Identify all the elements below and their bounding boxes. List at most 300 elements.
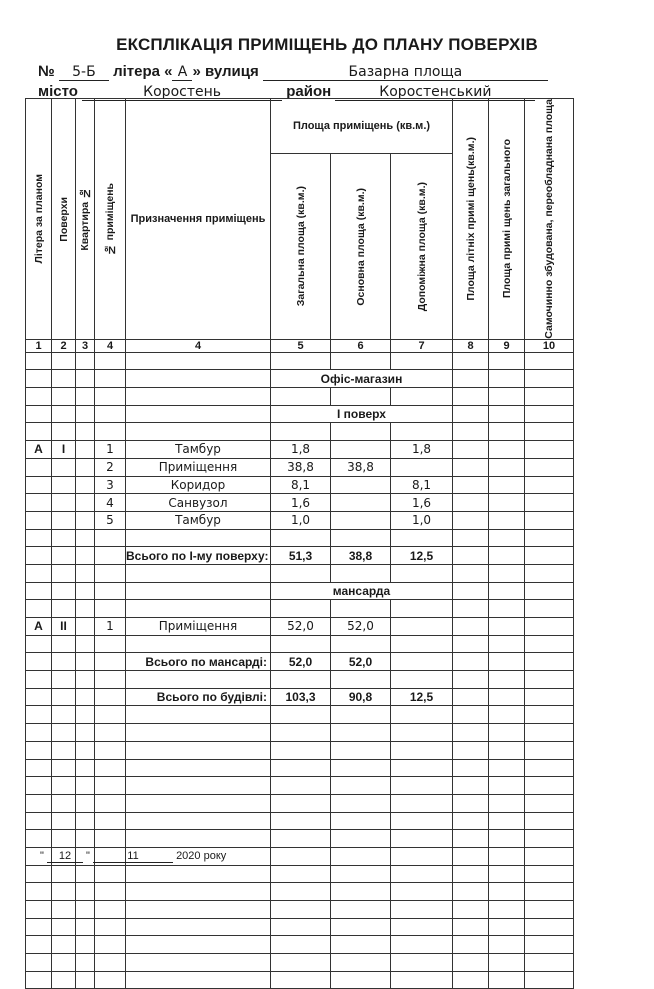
table-cell [76,547,95,565]
table-cell [52,653,76,671]
table-cell [453,794,489,812]
table-cell [52,706,76,724]
table-cell [52,883,76,901]
table-cell [76,529,95,547]
col-floor-header: Поверхи [52,99,76,340]
total-label: Всього по мансарді: [126,653,271,671]
table-cell [525,794,574,812]
table-cell [489,388,525,406]
table-cell [525,618,574,636]
table-row [26,971,574,989]
table-cell [331,423,391,441]
table-cell [95,936,126,954]
table-cell [271,901,331,919]
table-cell [95,688,126,706]
table-header-row-1 [26,99,574,154]
table-row [26,954,574,972]
table-cell [95,600,126,618]
district-label: район [286,83,332,100]
table-cell [525,441,574,459]
table-cell [489,494,525,512]
table-cell [391,812,453,830]
table-cell [26,812,52,830]
cell-main-area: 52,0 [331,618,391,636]
table-cell [52,671,76,689]
table-cell [331,635,391,653]
table-cell [525,971,574,989]
table-cell [26,865,52,883]
table-cell [453,458,489,476]
table-cell [76,777,95,795]
table-cell [95,564,126,582]
table-cell [271,883,331,901]
table-cell [26,883,52,901]
table-cell [391,724,453,742]
table-cell [271,847,331,865]
cell-room-number: 1 [95,618,126,636]
table-cell [76,423,95,441]
table-cell [52,865,76,883]
cell-main-area [331,511,391,529]
table-cell [453,547,489,565]
table-cell [271,918,331,936]
cell-apartment [76,441,95,459]
section-label: Офіс-магазин [271,370,453,388]
table-cell [331,794,391,812]
table-cell [26,954,52,972]
table-cell [126,706,271,724]
table-cell [26,600,52,618]
cell-floor [52,458,76,476]
table-row [26,936,574,954]
table-cell [453,971,489,989]
table-cell [126,671,271,689]
table-cell [453,441,489,459]
table-cell [391,423,453,441]
table-cell [391,564,453,582]
table-cell [95,388,126,406]
table-row [26,352,574,370]
table-cell [95,635,126,653]
table-cell [26,547,52,565]
table-cell [331,671,391,689]
table-cell [489,759,525,777]
table-cell [26,936,52,954]
table-cell [26,706,52,724]
table-cell [331,724,391,742]
table-cell [76,883,95,901]
table-cell [126,794,271,812]
table-cell [489,653,525,671]
table-cell [489,618,525,636]
table-cell [76,954,95,972]
table-cell [453,423,489,441]
cell-purpose: Санвузол [126,494,271,512]
table-cell [391,954,453,972]
table-cell [453,847,489,865]
table-cell [489,441,525,459]
table-row [26,865,574,883]
number-value: 5-Б [59,64,109,81]
cell-aux-area: 1,0 [391,511,453,529]
table-cell [52,954,76,972]
table-cell [26,352,52,370]
table-row [26,883,574,901]
table-cell [26,777,52,795]
table-cell [453,405,489,423]
table-cell [525,847,574,865]
total-area-sum: 52,0 [271,653,331,671]
table-cell [126,352,271,370]
table-cell [126,370,271,388]
table-cell [331,352,391,370]
table-cell [76,688,95,706]
table-row [26,812,574,830]
cell-litera [26,458,52,476]
table-cell [52,564,76,582]
table-cell [453,653,489,671]
table-row [26,618,574,636]
table-cell [95,954,126,972]
table-cell [391,759,453,777]
table-cell [391,635,453,653]
table-cell [489,918,525,936]
table-cell [52,936,76,954]
table-cell [391,830,453,848]
table-row [26,582,574,600]
date-year: 2020 року [176,850,227,862]
table-cell [95,865,126,883]
table-cell [271,741,331,759]
table-row [26,494,574,512]
cell-total-area: 38,8 [271,458,331,476]
cell-floor: І [52,441,76,459]
table-row [26,671,574,689]
table-cell [26,759,52,777]
aux-area-sum: 12,5 [391,547,453,565]
table-cell [52,971,76,989]
table-cell [271,936,331,954]
cell-total-area: 1,0 [271,511,331,529]
table-cell [453,370,489,388]
table-cell [76,901,95,919]
cell-room-number: 2 [95,458,126,476]
table-row [26,901,574,919]
table-cell [391,741,453,759]
table-cell [525,582,574,600]
table-cell [453,918,489,936]
column-numbers-row [26,339,574,352]
table-cell [76,724,95,742]
table-cell [76,388,95,406]
table-cell [271,724,331,742]
col-room-number-header: № приміщень [95,99,126,340]
table-cell [76,812,95,830]
table-cell [489,688,525,706]
table-cell [271,352,331,370]
district-value: Коростенський [335,84,535,101]
table-cell [271,564,331,582]
number-label: № [38,63,55,80]
table-cell [26,688,52,706]
table-row [26,706,574,724]
table-cell [331,741,391,759]
table-cell [331,706,391,724]
table-cell [489,582,525,600]
table-cell [489,635,525,653]
table-cell [331,388,391,406]
table-cell [525,671,574,689]
table-cell [489,794,525,812]
table-cell [453,954,489,972]
table-cell [391,529,453,547]
city-label: місто [38,83,78,100]
table-cell [525,600,574,618]
table-cell [453,812,489,830]
table-cell [95,582,126,600]
col-summer-area-header: Площа літніх примі щень(кв.м.) [453,99,489,340]
table-cell [52,901,76,919]
table-cell [453,511,489,529]
main-area-sum: 38,8 [331,547,391,565]
table-cell [52,370,76,388]
table-cell [331,777,391,795]
table-cell [525,511,574,529]
table-cell [76,830,95,848]
table-cell [489,600,525,618]
table-row [26,441,574,459]
cell-aux-area: 1,6 [391,494,453,512]
table-cell [489,724,525,742]
area-group-header: Площа приміщень (кв.м.) [271,99,453,154]
table-cell [489,777,525,795]
table-cell [391,847,453,865]
table-cell [525,494,574,512]
cell-total-area: 1,6 [271,494,331,512]
table-cell [52,582,76,600]
table-cell [26,388,52,406]
table-cell [52,635,76,653]
cell-apartment [76,476,95,494]
table-cell [331,954,391,972]
aux-area-sum: 12,5 [391,688,453,706]
table-cell [391,918,453,936]
table-row [26,458,574,476]
table-cell [453,688,489,706]
table-cell [26,671,52,689]
table-cell [26,564,52,582]
table-cell [52,777,76,795]
table-cell [126,405,271,423]
table-cell [26,635,52,653]
table-cell [271,759,331,777]
table-cell [126,901,271,919]
table-cell [525,423,574,441]
column-number: 7 [391,339,453,352]
column-number: 2 [52,339,76,352]
table-cell [331,847,391,865]
table-cell [76,971,95,989]
table-cell [126,388,271,406]
table-cell [95,777,126,795]
street-value: Базарна площа [263,64,548,81]
table-cell [453,388,489,406]
table-cell [453,618,489,636]
table-cell [271,423,331,441]
table-cell [76,936,95,954]
table-cell [453,759,489,777]
table-cell [453,635,489,653]
table-row [26,918,574,936]
table-cell [95,883,126,901]
table-cell [525,529,574,547]
litera-value: А [172,64,192,81]
col-unauthorized-area-header: Самочинно збудована, переобладнана площа [525,99,574,340]
table-cell [525,954,574,972]
cell-aux-area [391,458,453,476]
table-cell [525,547,574,565]
table-cell [26,653,52,671]
date-day: 12 [47,850,83,863]
column-number: 8 [453,339,489,352]
table-cell [453,936,489,954]
table-cell [126,812,271,830]
cell-room-number: 1 [95,441,126,459]
cell-main-area: 38,8 [331,458,391,476]
table-cell [331,883,391,901]
table-cell [76,582,95,600]
date-line [40,850,226,863]
litera-label: літера « [113,63,173,80]
table-cell [489,370,525,388]
table-cell [525,476,574,494]
table-cell [331,812,391,830]
col-main-area-header: Основна площа (кв.м.) [331,154,391,339]
col-litera-header: Літера за планом [26,99,52,340]
table-row [26,688,574,706]
table-cell [76,405,95,423]
table-cell [525,777,574,795]
table-cell [52,724,76,742]
table-cell [525,370,574,388]
table-cell [52,812,76,830]
date-close-quote: " [86,850,90,862]
cell-floor [52,494,76,512]
table-cell [391,936,453,954]
table-cell [52,547,76,565]
table-cell [126,830,271,848]
table-cell [95,547,126,565]
table-row [26,405,574,423]
table-row [26,564,574,582]
cell-purpose: Приміщення [126,458,271,476]
table-row [26,759,574,777]
col-apartment-header: Квартира № [76,99,95,340]
cell-room-number: 5 [95,511,126,529]
table-cell [52,759,76,777]
table-cell [26,724,52,742]
city-value: Коростень [82,84,282,101]
table-cell [126,724,271,742]
table-cell [76,759,95,777]
cell-room-number: 4 [95,494,126,512]
table-cell [453,600,489,618]
table-cell [126,759,271,777]
cell-apartment [76,458,95,476]
cell-room-number: 3 [95,476,126,494]
table-cell [453,476,489,494]
table-cell [331,971,391,989]
table-cell [331,600,391,618]
table-cell [76,600,95,618]
table-cell [76,865,95,883]
table-cell [26,794,52,812]
table-cell [453,883,489,901]
cell-main-area [331,476,391,494]
column-number: 4 [95,339,126,352]
table-cell [126,582,271,600]
table-cell [271,812,331,830]
table-cell [271,600,331,618]
table-cell [52,794,76,812]
table-cell [489,352,525,370]
table-cell [95,812,126,830]
cell-apartment [76,511,95,529]
table-cell [331,529,391,547]
table-cell [453,582,489,600]
table-cell [489,564,525,582]
column-number: 4 [126,339,271,352]
table-cell [525,724,574,742]
table-cell [453,706,489,724]
table-cell [26,918,52,936]
table-cell [453,830,489,848]
table-cell [453,671,489,689]
table-cell [76,706,95,724]
table-cell [95,370,126,388]
table-cell [95,971,126,989]
table-cell [126,971,271,989]
table-cell [391,352,453,370]
table-cell [489,706,525,724]
table-cell [489,830,525,848]
table-cell [52,918,76,936]
table-cell [271,388,331,406]
table-row [26,423,574,441]
cell-purpose: Тамбур [126,511,271,529]
table-cell [271,865,331,883]
col-total-area-header: Загальна площа (кв.м.) [271,154,331,339]
cell-floor [52,511,76,529]
table-row [26,794,574,812]
table-cell [95,671,126,689]
table-cell [391,777,453,795]
table-cell [52,352,76,370]
col-aux-area-header: Допоміжна площа (кв.м.) [391,154,453,339]
table-cell [391,706,453,724]
column-number: 1 [26,339,52,352]
table-cell [525,741,574,759]
table-cell [489,883,525,901]
table-cell [26,529,52,547]
table-row [26,830,574,848]
date-month: 11 [93,850,173,863]
table-cell [52,600,76,618]
table-cell [391,600,453,618]
table-cell [26,741,52,759]
table-cell [26,582,52,600]
table-row [26,777,574,795]
